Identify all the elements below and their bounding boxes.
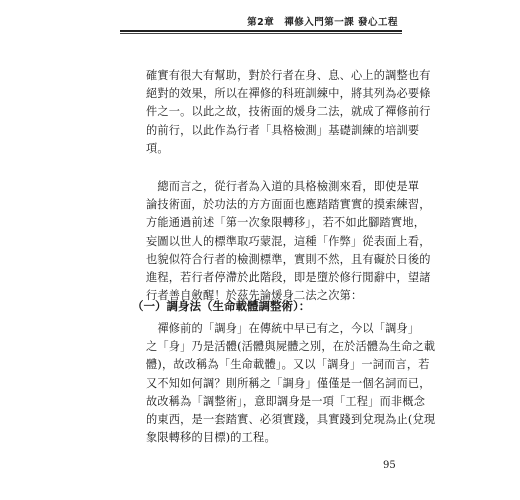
text-line: 方能通過前述「第一次象限轉移」，若不如此腳踏實地，	[146, 216, 426, 230]
paragraph-3	[146, 320, 436, 447]
text-line: 體)，故改稱為「生命載體」。又以「調身」一詞而言，若	[146, 358, 430, 372]
text-line: 象限轉移的目標)的工程。	[146, 431, 276, 445]
page-number: 95	[383, 460, 396, 471]
text-line: 又不知如何調？則所稱之「調身」僅僅是一個名詞而已，	[146, 376, 431, 390]
section-heading: （一）調身法（生命載體調整術）：	[132, 299, 311, 313]
text-line: 之「身」乃是活體(活體與屍體之別，在於活體為生命之載	[146, 340, 436, 354]
text-line: 的前行，以此作為行者「具格檢測」基礎訓練的培訓要	[146, 123, 420, 137]
text-line: 確實有很大有幫助，對於行者在身、息、心上的調整也有	[146, 69, 431, 82]
text-line: 行者善自斂醒！於茲先論煖身二法之次第：	[146, 289, 363, 303]
text-line: 也貌似符合行者的檢測標準，實則不然，且有礙於日後的	[146, 252, 431, 266]
header-rule-thin	[120, 33, 402, 34]
paragraph-2	[146, 178, 431, 305]
text-line: 禪修前的「調身」在傳統中早已有之，今以「調身」	[146, 322, 420, 335]
paragraph-1	[146, 67, 431, 158]
text-line: 項。	[146, 141, 169, 155]
text-line: 件之一。以此之故，技術面的煖身二法，就成了禪修前行	[146, 105, 431, 119]
text-line: 的東西，是一套踏實、必須實踐，具實踐到兌現為止(兌現	[146, 413, 436, 427]
header-rule-thick	[120, 30, 402, 32]
running-header: 第2章 禪修入門第一課 發心工程	[247, 17, 398, 28]
text-line: 論技術面，於功法的方方面面也應踏踏實實的摸索練習，	[146, 198, 431, 212]
text-line: 妄圖以世人的標準取巧蒙混，這種「作弊」從表面上看，	[146, 234, 431, 248]
text-line: 絕對的效果，所以在禪修的科班訓練中，將其列為必要條	[146, 87, 431, 101]
text-line: 故改稱為「調整術」，意即調身是一項「工程」而非概念	[146, 394, 426, 408]
text-line: 進程，若行者停滯於此階段，即是墮於修行閒辭中，望諸	[146, 271, 431, 285]
text-line: 總而言之，從行者為入道的具格檢測來看，即使是單	[146, 180, 420, 193]
